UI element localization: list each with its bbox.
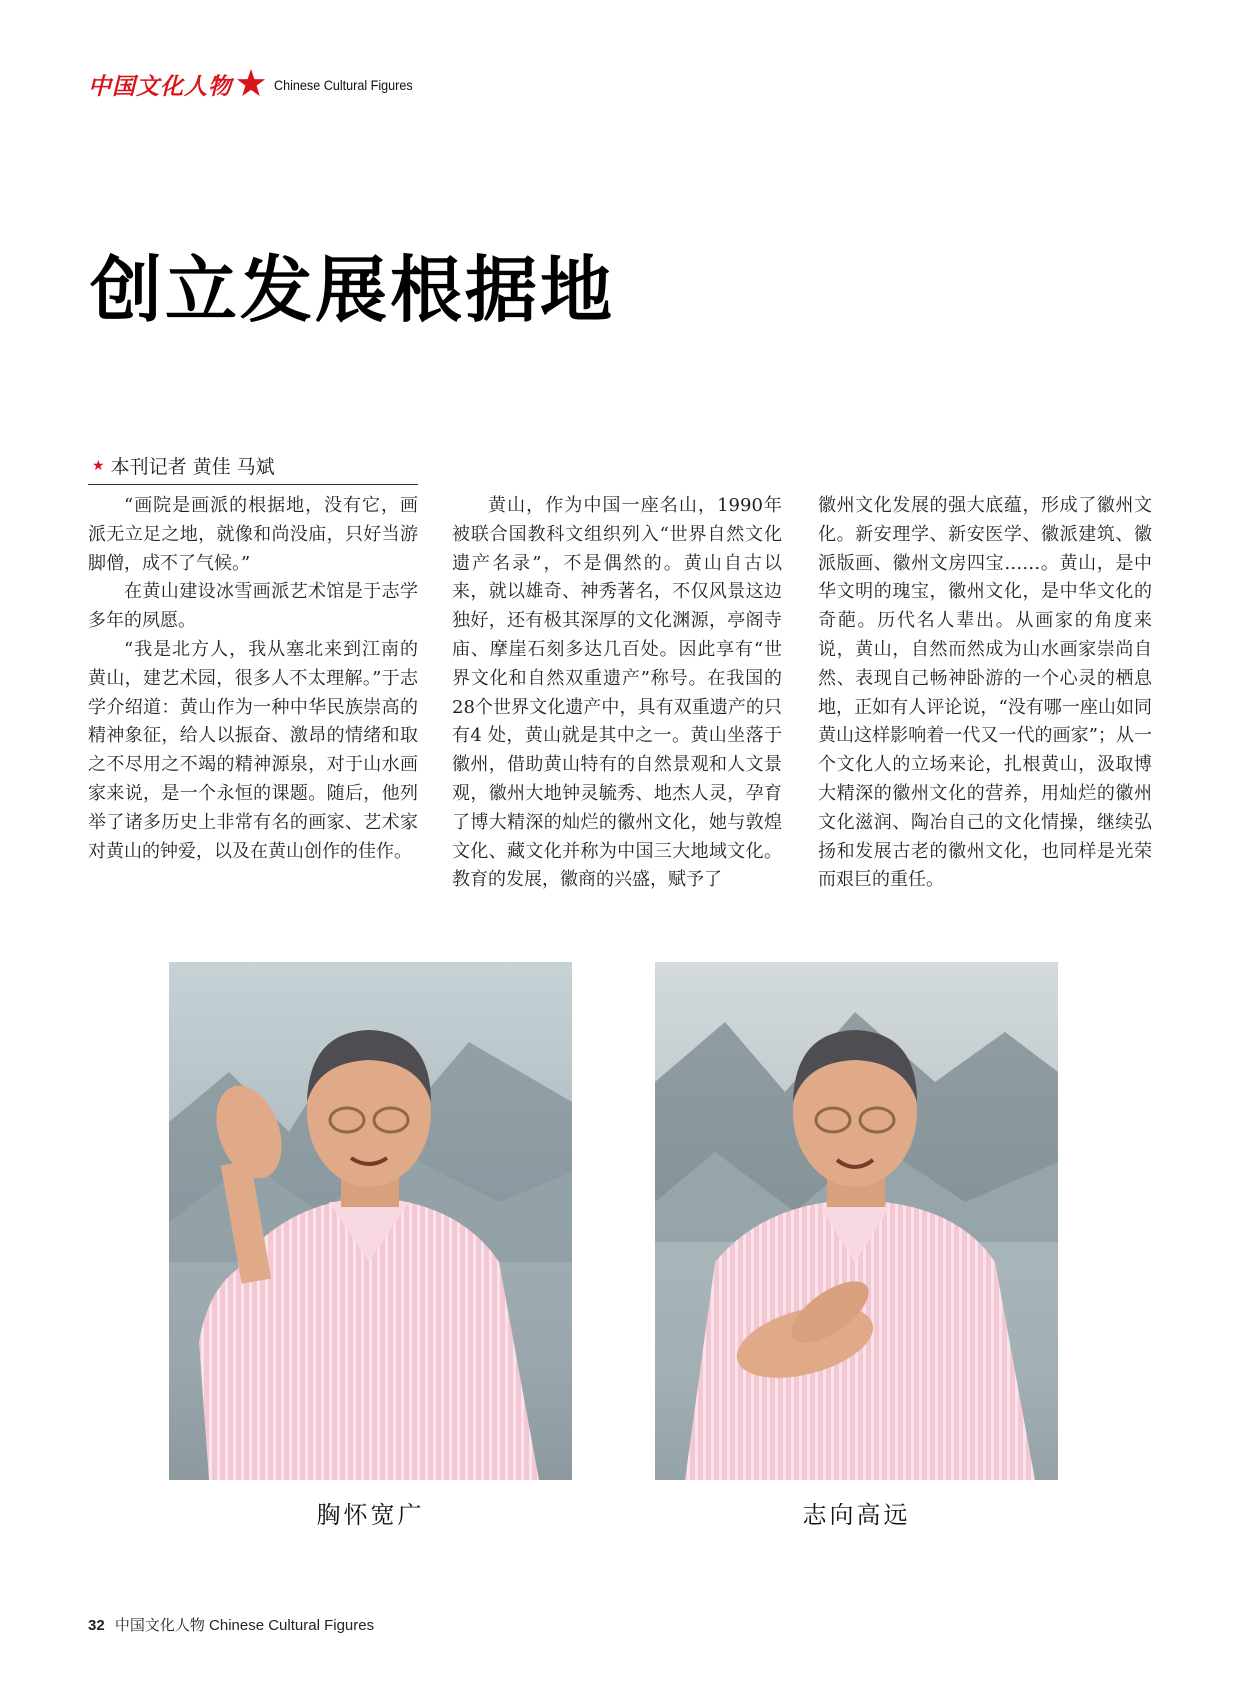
- byline-divider: [88, 484, 418, 485]
- footer-text: 中国文化人物 Chinese Cultural Figures: [114, 1617, 375, 1634]
- text-column-2: [452, 492, 782, 895]
- magazine-logo-cn: 中国文化人物: [88, 73, 232, 100]
- portrait-photo-2: [655, 962, 1058, 1480]
- star-icon: [236, 69, 266, 101]
- magazine-logo-en: Chinese Cultural Figures: [274, 76, 413, 93]
- paragraph: 徽州文化发展的强大底蕴，形成了徽州文化。新安理学、新安医学、徽派建筑、徽派版画、徽州文房四宝……。黄山，是中华文明的瑰宝，徽州文化，是中华文化的奇葩。历代名人辈出。从画家的角度来说，黄山，自然而然成为山水画家崇尚自然、表现自己畅神卧游的一个心灵的栖息地，正如有人评论说，“没有哪一座山如同黄山这样影响着一代又一代的画家”；从一个文化人的立场来论，扎根黄山，汲取博大精深的徽州文化的营养，用灿烂的徽州文化滋润、陶冶自己的文化情操，继续弘扬和发展古老的徽州文化，也同样是光荣而艰巨的重任。: [818, 495, 1152, 891]
- photo-caption-1: 胸怀宽广: [316, 1501, 425, 1529]
- byline-text: 本刊记者 黄佳 马斌: [110, 456, 275, 478]
- byline: [92, 452, 418, 479]
- text-column-1: [88, 492, 418, 866]
- paragraph: 在黄山建设冰雪画派艺术馆是于志学多年的夙愿。: [88, 581, 418, 632]
- paragraph: “画院是画派的根据地，没有它，画派无立足之地，就像和尚没庙，只好当游脚僧，成不了气候。”: [88, 495, 418, 574]
- byline-star-icon: ★: [92, 457, 105, 474]
- portrait-photo-1: [169, 962, 572, 1480]
- text-column-3: [818, 492, 1152, 895]
- paragraph: 黄山，作为中国一座名山，1990年被联合国教科文组织列入“世界自然文化遗产名录”，不是偶然的。黄山自古以来，就以雄奇、神秀著名，不仅风景这边独好，还有极其深厚的文化渊源，亭阁寺庙、摩崖石刻多达几百处。因此享有“世界文化和自然双重遗产”称号。在我国的28个世界文化遗产中，具有双重遗产的只有4 处，黄山就是其中之一。黄山坐落于徽州，借助黄山特有的自然景观和人文景观，徽州大地钟灵毓秀、地杰人灵，孕育了博大精深的灿烂的徽州文化，她与敦煌文化、藏文化并称为中国三大地域文化。教育的发展，徽商的兴盛，赋予了: [452, 495, 782, 891]
- page-footer: [88, 1614, 374, 1635]
- photo-caption-2: 志向高远: [802, 1501, 911, 1529]
- magazine-header: [88, 68, 428, 101]
- article-title: 创立发展根据地: [90, 247, 616, 332]
- page-number: 32: [88, 1617, 105, 1634]
- paragraph: “我是北方人，我从塞北来到江南的黄山，建艺术园，很多人不太理解。”于志学介绍道：黄山作为一种中华民族崇高的精神象征，给人以振奋、激昂的情绪和取之不尽用之不竭的精神源泉，对于山水画家来说，是一个永恒的课题。随后，他列举了诸多历史上非常有名的画家、艺术家对黄山的钟爱，以及在黄山创作的佳作。: [88, 638, 418, 862]
